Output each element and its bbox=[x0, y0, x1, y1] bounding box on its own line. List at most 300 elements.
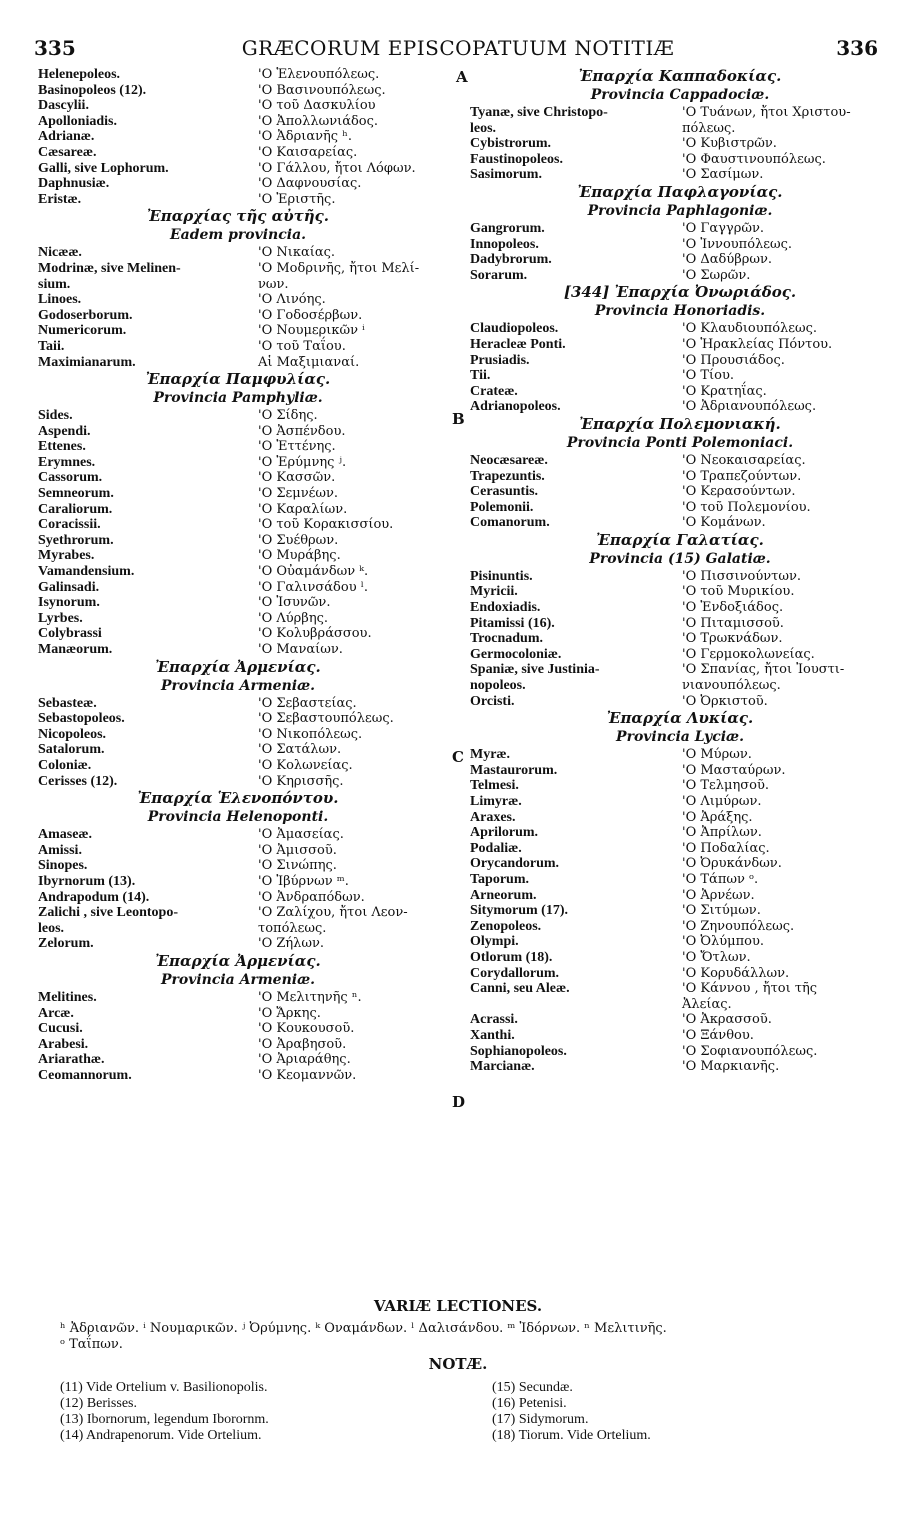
latin-name: Sebasteæ. bbox=[38, 695, 97, 711]
latin-name: Telmesi. bbox=[470, 778, 519, 794]
entry-row bbox=[38, 502, 438, 518]
greek-name: 'Ο Μασταύρων. bbox=[682, 762, 786, 778]
entry-row bbox=[38, 292, 438, 308]
greek-name: 'Ο Ἀμισσοῦ. bbox=[258, 842, 337, 858]
greek-name: 'Ο Σινώπης. bbox=[258, 858, 337, 874]
latin-name: Prusiadis. bbox=[470, 352, 530, 368]
notes-right bbox=[492, 1380, 651, 1444]
greek-name: 'Ο Κάννου , ἤτοι τῆς bbox=[682, 981, 818, 997]
entry-row bbox=[38, 874, 438, 890]
greek-name: 'Ο Μύρων. bbox=[682, 747, 752, 763]
latin-name: Ettenes. bbox=[38, 439, 86, 455]
greek-name: 'Ο Γοδοσέρβων. bbox=[258, 307, 363, 323]
latin-name: Zenopoleos. bbox=[470, 918, 542, 934]
entry-row bbox=[470, 810, 890, 826]
latin-name: leos. bbox=[470, 120, 497, 136]
entry-row bbox=[38, 486, 438, 502]
latin-name: Aspendi. bbox=[38, 423, 91, 439]
greek-name: 'Ο Κεομαννῶν. bbox=[258, 1067, 357, 1083]
latin-name: Canni, seu Aleæ. bbox=[470, 981, 570, 997]
greek-name: 'Ο Τελμησοῦ. bbox=[682, 778, 769, 794]
entry-row bbox=[470, 903, 890, 919]
latin-name: Pitamissi (16). bbox=[470, 615, 555, 631]
greek-name: 'Ο Κομάνων. bbox=[682, 515, 766, 531]
greek-name: 'Ο Γαλινσάδου ˡ. bbox=[258, 579, 369, 595]
greek-name: 'Ο Σατάλων. bbox=[258, 742, 342, 758]
greek-name: 'Ο Νουμερικῶν ⁱ bbox=[258, 323, 365, 339]
greek-name: 'Ο Γαγγρῶν. bbox=[682, 220, 764, 236]
greek-name: 'Ο Σπανίας, ἤτοι Ἰουστι- bbox=[682, 662, 845, 678]
entry-row bbox=[38, 277, 438, 293]
latin-name: Linoes. bbox=[38, 292, 82, 308]
entry-row bbox=[470, 1012, 890, 1028]
entry-row bbox=[38, 161, 438, 177]
greek-name: 'Ο Μοδρινῆς, ἤτοι Μελί- bbox=[258, 260, 420, 276]
entry-row bbox=[470, 584, 890, 600]
latin-name: Cerasuntis. bbox=[470, 484, 539, 500]
latin-name: Helenepoleos. bbox=[38, 67, 121, 82]
entry-row bbox=[470, 121, 890, 137]
latin-province-heading: Provincia Pamphyliæ. bbox=[153, 390, 323, 407]
page-number-left: 335 bbox=[34, 36, 76, 60]
latin-name: Maximianarum. bbox=[38, 354, 136, 370]
variae-line-2: ᵒ Ταΐπων. bbox=[60, 1337, 123, 1352]
greek-name: 'Ο Δαφνουσίας. bbox=[258, 176, 362, 192]
greek-name: 'Ο Καισαρείας. bbox=[258, 144, 358, 160]
entry-row bbox=[38, 727, 438, 743]
greek-name: 'Ο Μαρκιανῆς. bbox=[682, 1059, 780, 1075]
entry-row bbox=[470, 1059, 890, 1075]
entry-row bbox=[470, 1028, 890, 1044]
entry-row bbox=[38, 1068, 438, 1084]
entry-row bbox=[38, 424, 438, 440]
greek-name: 'Ο Νεοκαισαρείας. bbox=[682, 452, 806, 468]
greek-name: 'Ο Νικαίας. bbox=[258, 245, 336, 261]
greek-name: 'Ο Ἀπολλωνιάδος. bbox=[258, 113, 379, 129]
greek-name: νων. bbox=[258, 276, 289, 292]
greek-name: Αἱ Μαξιμιαναί. bbox=[258, 354, 360, 370]
entry-row bbox=[470, 856, 890, 872]
greek-name: 'Ο Σεμνέων. bbox=[258, 486, 339, 502]
latin-name: Galli, sive Lophorum. bbox=[38, 160, 169, 176]
greek-name: 'Ο Πιταμισσοῦ. bbox=[682, 615, 784, 631]
entry-row bbox=[38, 83, 438, 99]
entry-row bbox=[470, 794, 890, 810]
entry-row bbox=[38, 564, 438, 580]
latin-province-heading: Provincia Ponti Polemoniaci. bbox=[566, 434, 794, 451]
latin-name: Godoserborum. bbox=[38, 307, 133, 323]
entry-row bbox=[470, 934, 890, 950]
entry-row bbox=[38, 642, 438, 658]
margin-letter-a: A bbox=[456, 68, 468, 86]
latin-province-heading: Eadem provincia. bbox=[169, 227, 307, 244]
entry-row bbox=[38, 470, 438, 486]
latin-name: Numericorum. bbox=[38, 323, 127, 339]
entry-row bbox=[38, 261, 438, 277]
latin-province-heading: Provincia Cappadociæ. bbox=[590, 87, 770, 103]
greek-name: 'Ο Ἰσυνῶν. bbox=[258, 595, 331, 611]
latin-province-heading: Provincia Armeniæ. bbox=[160, 677, 316, 694]
latin-name: Trapezuntis. bbox=[470, 468, 545, 484]
latin-name: Sorarum. bbox=[470, 267, 528, 283]
greek-name: 'Ο Ἀδριανουπόλεως. bbox=[682, 399, 817, 415]
greek-name: 'Ο Κασσῶν. bbox=[258, 470, 336, 486]
latin-name: Limyræ. bbox=[470, 794, 522, 809]
latin-name: nopoleos. bbox=[470, 678, 526, 694]
latin-name: Ariarathæ. bbox=[38, 1052, 105, 1068]
entry-row bbox=[470, 1044, 890, 1060]
greek-name: 'Ο Οὐαμάνδων ᵏ. bbox=[258, 564, 369, 580]
latin-name: leos. bbox=[38, 920, 65, 936]
entry-row bbox=[38, 355, 438, 371]
latin-name: Caraliorum. bbox=[38, 501, 113, 517]
latin-name: Innopoleos. bbox=[470, 236, 539, 252]
notes-left bbox=[60, 1380, 269, 1444]
entry-row bbox=[470, 763, 890, 779]
entry-row bbox=[38, 98, 438, 114]
latin-name: Otlorum (18). bbox=[470, 949, 553, 965]
latin-province-heading: Provincia Paphlagoniæ. bbox=[587, 202, 773, 219]
entry-row bbox=[38, 858, 438, 874]
greek-name: 'Ο Τυάνων, ἤτοι Χριστου- bbox=[682, 105, 851, 120]
greek-province-heading: Ἐπαρχία Παμφυλίας. bbox=[145, 370, 331, 389]
greek-name: 'Ο Μυράβης. bbox=[258, 548, 341, 564]
latin-name: Arcæ. bbox=[38, 1005, 74, 1021]
entry-row bbox=[470, 966, 890, 982]
latin-name: Cassorum. bbox=[38, 470, 103, 486]
greek-name: 'Ο Δαδύβρων. bbox=[682, 252, 773, 268]
greek-name: 'Ο Βασινουπόλεως. bbox=[258, 82, 386, 98]
greek-name: 'Ο Κολυβράσσου. bbox=[258, 626, 372, 642]
latin-name: Basinopoleos (12). bbox=[38, 82, 147, 98]
greek-name: 'Ο τοῦ Πολεμονίου. bbox=[682, 499, 811, 515]
latin-name: Olympi. bbox=[470, 934, 519, 950]
latin-name: Tyanæ, sive Christopo- bbox=[470, 105, 608, 120]
greek-name: 'Ο Μαναίων. bbox=[258, 642, 343, 657]
entry-row bbox=[470, 237, 890, 253]
latin-name: Apolloniadis. bbox=[38, 113, 117, 129]
greek-name: 'Ο Κηρισσῆς. bbox=[258, 773, 344, 789]
note: (13) Ibornorum, legendum Iborornm. bbox=[60, 1412, 269, 1427]
latin-name: Crateæ. bbox=[470, 383, 518, 399]
latin-name: Orycandorum. bbox=[470, 856, 560, 872]
entry-row bbox=[470, 569, 890, 585]
latin-province-heading: Provincia Honoriadis. bbox=[594, 303, 766, 320]
margin-letter-c: C bbox=[452, 748, 464, 766]
greek-province-heading: Ἐπαρχία Λυκίας. bbox=[606, 709, 754, 728]
entry-row bbox=[38, 339, 438, 355]
entry-row bbox=[470, 825, 890, 841]
latin-name: Spaniæ, sive Justinia- bbox=[470, 662, 600, 678]
greek-province-heading: Ἐπαρχία Ἀρμενίας. bbox=[155, 951, 321, 970]
greek-name: 'Ο Λινόης. bbox=[258, 292, 326, 308]
latin-name: Sasimorum. bbox=[470, 167, 542, 183]
greek-name: 'Ο Ἀμασείας. bbox=[258, 827, 344, 843]
latin-name: Faustinopoleos. bbox=[470, 151, 563, 167]
margin-letter-b: B bbox=[452, 410, 465, 428]
greek-province-heading: Ἐπαρχία Καππαδοκίας. bbox=[578, 67, 782, 85]
greek-name: νιανουπόλεως. bbox=[682, 678, 781, 694]
latin-name: Mastaurorum. bbox=[470, 762, 558, 778]
entry-row bbox=[470, 662, 890, 678]
note: (14) Andrapenorum. Vide Ortelium. bbox=[60, 1428, 262, 1443]
note: (18) Tiorum. Vide Ortelium. bbox=[492, 1428, 651, 1443]
page-number-right: 336 bbox=[836, 36, 878, 60]
greek-name: 'Ο Ἀραβησοῦ. bbox=[258, 1036, 347, 1052]
entry-row bbox=[38, 936, 438, 952]
greek-name: 'Ο Σασίμων. bbox=[682, 167, 764, 183]
entry-row bbox=[470, 268, 890, 284]
entry-row bbox=[470, 919, 890, 935]
right-column bbox=[470, 67, 890, 1075]
latin-name: Adrianopoleos. bbox=[470, 399, 561, 415]
greek-name: 'Ο Μελιτηνῆς ⁿ. bbox=[258, 989, 362, 1005]
entry-row bbox=[470, 500, 890, 516]
greek-name: 'Ο Λιμύρων. bbox=[682, 794, 762, 809]
entry-row bbox=[470, 353, 890, 369]
greek-name: 'Ο Ἀκρασσοῦ. bbox=[682, 1012, 772, 1028]
latin-name: Semneorum. bbox=[38, 486, 114, 502]
latin-name: Xanthi. bbox=[470, 1027, 515, 1043]
greek-name: 'Ο Κλαυδιουπόλεως. bbox=[682, 321, 818, 337]
greek-name: 'Ο Κυβιστρῶν. bbox=[682, 136, 777, 152]
latin-name: Dadybrorum. bbox=[470, 252, 552, 268]
entry-row bbox=[470, 337, 890, 353]
greek-name: 'Ο Ἀσπένδου. bbox=[258, 423, 346, 439]
entry-row bbox=[470, 368, 890, 384]
latin-name: Amaseæ. bbox=[38, 827, 93, 843]
entry-row bbox=[38, 696, 438, 712]
running-title: GRÆCORUM EPISCOPATUUM NOTITIÆ bbox=[241, 36, 675, 60]
entry-row bbox=[38, 308, 438, 324]
latin-name: Neocæsareæ. bbox=[470, 452, 548, 468]
entry-row bbox=[470, 321, 890, 337]
note: (16) Petenisi. bbox=[492, 1396, 567, 1411]
entry-row bbox=[470, 399, 890, 415]
greek-name: 'Ο Συέθρων. bbox=[258, 532, 339, 548]
greek-name: 'Ο Φαυστινουπόλεως. bbox=[682, 151, 826, 167]
greek-name: 'Ο Ἀδριανῆς ʰ. bbox=[258, 129, 352, 145]
latin-name: Aprilorum. bbox=[470, 825, 539, 841]
entry-row bbox=[470, 105, 890, 121]
greek-name: 'Ο Γερμοκολωνείας. bbox=[682, 646, 815, 662]
latin-name bbox=[470, 997, 682, 1013]
greek-name: 'Ο Σεβαστείας. bbox=[258, 695, 357, 711]
entry-row bbox=[470, 950, 890, 966]
greek-name: 'Ο τοῦ Ταΐου. bbox=[258, 338, 346, 354]
greek-name: 'Ο Ἄρκης. bbox=[258, 1005, 321, 1021]
entry-row bbox=[470, 778, 890, 794]
latin-name: Taporum. bbox=[470, 871, 530, 887]
latin-name: Arabesi. bbox=[38, 1036, 89, 1052]
greek-province-heading: Ἐπαρχία Πολεμονιακή. bbox=[579, 414, 781, 433]
latin-name: Comanorum. bbox=[470, 515, 550, 531]
greek-province-heading: Ἐπαρχία Γαλατίας. bbox=[596, 530, 764, 549]
note: (12) Berisses. bbox=[60, 1396, 137, 1411]
greek-name: 'Ο Ἐνδοξιάδος. bbox=[682, 600, 784, 616]
latin-name: Coracissii. bbox=[38, 517, 101, 533]
latin-name: Gangrorum. bbox=[470, 220, 545, 236]
greek-name: 'Ο Γάλλου, ἤτοι Λόφων. bbox=[258, 160, 416, 176]
entry-row bbox=[470, 841, 890, 857]
greek-name: 'Ο Ἑλενουπόλεως. bbox=[258, 67, 380, 82]
greek-name: 'Ο Ζαλίχου, ἤτοι Λεον- bbox=[258, 905, 408, 921]
greek-name: 'Ο Σοφιανουπόλεως. bbox=[682, 1043, 818, 1059]
entry-row bbox=[38, 1037, 438, 1053]
entry-row bbox=[470, 453, 890, 469]
latin-province-heading: Provincia Lyciæ. bbox=[616, 729, 744, 746]
latin-name: Manæorum. bbox=[38, 642, 113, 657]
note: (11) Vide Ortelium v. Basilionopolis. bbox=[60, 1380, 268, 1395]
left-column bbox=[38, 67, 438, 1083]
latin-name: Podaliæ. bbox=[470, 840, 522, 856]
latin-name: Colybrassi bbox=[38, 626, 102, 642]
entry-row bbox=[38, 921, 438, 937]
greek-province-heading: Ἐπαρχία Ἑλενοπόντου. bbox=[137, 789, 339, 808]
latin-name: Myricii. bbox=[470, 584, 518, 600]
greek-name: 'Ο Ἀράξης. bbox=[682, 809, 753, 825]
latin-name: Heracleæ Ponti. bbox=[470, 336, 566, 352]
entry-row bbox=[38, 827, 438, 843]
greek-name: 'Ο Ὀλύμπου. bbox=[682, 934, 765, 950]
entry-row bbox=[38, 843, 438, 859]
entry-row bbox=[38, 774, 438, 790]
latin-name: Marcianæ. bbox=[470, 1059, 535, 1075]
latin-name: Ibyrnorum (13). bbox=[38, 873, 136, 889]
greek-name: 'Ο Τίου. bbox=[682, 368, 734, 384]
entry-row bbox=[470, 631, 890, 647]
latin-province-heading: Provincia Armeniæ. bbox=[160, 971, 316, 988]
latin-name: Myrabes. bbox=[38, 548, 95, 564]
entry-row bbox=[38, 323, 438, 339]
entry-row bbox=[38, 595, 438, 611]
greek-name: 'Ο Τραπεζούντων. bbox=[682, 468, 802, 484]
greek-name: 'Ο Κολωνείας. bbox=[258, 757, 353, 773]
latin-name: Adrianæ. bbox=[38, 129, 95, 145]
greek-province-heading: Ἐπαρχία Ἀρμενίας. bbox=[155, 657, 321, 676]
entry-row bbox=[470, 647, 890, 663]
latin-name: Cerisses (12). bbox=[38, 773, 118, 789]
entry-row bbox=[38, 890, 438, 906]
greek-name: 'Ο Νικοπόλεως. bbox=[258, 726, 363, 742]
entry-row bbox=[470, 872, 890, 888]
latin-name: Taii. bbox=[38, 338, 65, 354]
entry-row bbox=[38, 439, 438, 455]
latin-name: Vamandensium. bbox=[38, 564, 135, 580]
entry-row bbox=[470, 469, 890, 485]
greek-name: 'Ο Τάπων ᵒ. bbox=[682, 871, 759, 887]
latin-name: Polemonii. bbox=[470, 499, 534, 515]
variae-line-1: ʰ Ἀδριανῶν. ⁱ Νουμαρικῶν. ʲ Ὀρύμνης. ᵏ Οναμάνδων. ˡ Δαλισάνδου. ᵐ Ἰδόρνων. ⁿ Μελιτινῆς. bbox=[60, 1321, 667, 1336]
entry-row bbox=[470, 888, 890, 904]
variae-heading: VARIÆ LECTIONES. bbox=[373, 1297, 543, 1315]
greek-name: Ἀλείας. bbox=[682, 996, 732, 1012]
latin-name: Andrapodum (14). bbox=[38, 889, 150, 905]
greek-name: 'Ο Ζήλων. bbox=[258, 936, 325, 952]
latin-name: Sebastopoleos. bbox=[38, 711, 125, 727]
latin-name: Amissi. bbox=[38, 842, 82, 858]
entry-row bbox=[470, 694, 890, 710]
latin-province-heading: Provincia (15) Galatiæ. bbox=[589, 550, 771, 567]
latin-name: Tii. bbox=[470, 368, 491, 384]
greek-name: 'Ο Προυσιάδος. bbox=[682, 352, 785, 368]
entry-row bbox=[38, 990, 438, 1006]
latin-name: Galinsadi. bbox=[38, 579, 100, 595]
entry-row bbox=[38, 533, 438, 549]
greek-name: 'Ο Κορυδάλλων. bbox=[682, 965, 790, 981]
latin-name: Lyrbes. bbox=[38, 610, 83, 626]
latin-name: Sophianopoleos. bbox=[470, 1043, 567, 1059]
latin-name: Corydallorum. bbox=[470, 965, 560, 981]
latin-name: Nicææ. bbox=[38, 245, 82, 261]
greek-name: 'Ο Κουκουσοῦ. bbox=[258, 1021, 355, 1037]
latin-name: Endoxiadis. bbox=[470, 600, 541, 616]
greek-name: 'Ο Ἐρύμνης ʲ. bbox=[258, 454, 347, 470]
entry-row bbox=[38, 1021, 438, 1037]
greek-name: 'Ο Λύρβης. bbox=[258, 610, 329, 626]
greek-name: 'Ο Ξάνθου. bbox=[682, 1027, 754, 1043]
entry-row bbox=[38, 905, 438, 921]
note: (15) Secundæ. bbox=[492, 1380, 573, 1395]
latin-name: Modrinæ, sive Melinen- bbox=[38, 260, 181, 276]
latin-name: Germocoloniæ. bbox=[470, 646, 562, 662]
latin-name: Sides. bbox=[38, 408, 73, 424]
greek-name: πόλεως. bbox=[682, 120, 736, 136]
greek-name: τοπόλεως. bbox=[258, 920, 327, 936]
entry-row bbox=[38, 145, 438, 161]
latin-name: Daphnusiæ. bbox=[38, 176, 110, 192]
latin-name: Claudiopoleos. bbox=[470, 321, 559, 337]
entry-row bbox=[38, 548, 438, 564]
entry-row bbox=[38, 626, 438, 642]
entry-row bbox=[38, 129, 438, 145]
greek-name: 'Ο Κερασούντων. bbox=[682, 484, 796, 500]
entry-row bbox=[470, 981, 890, 997]
latin-name: Eristæ. bbox=[38, 191, 82, 207]
latin-name: Dascylii. bbox=[38, 98, 89, 114]
greek-province-heading: [344] Ἐπαρχία Ὀνωριάδος. bbox=[563, 283, 797, 302]
greek-name: 'Ο τοῦ Κορακισσίου. bbox=[258, 517, 394, 533]
notae-heading: NOTÆ. bbox=[428, 1355, 488, 1373]
entry-row bbox=[470, 678, 890, 694]
latin-name: Cæsareæ. bbox=[38, 144, 97, 160]
entry-row bbox=[470, 600, 890, 616]
greek-name: 'Ο Ζηνουπόλεως. bbox=[682, 918, 795, 934]
greek-name: 'Ο Τρωκνάδων. bbox=[682, 631, 783, 647]
latin-name: Isynorum. bbox=[38, 595, 100, 611]
entry-row bbox=[38, 67, 438, 83]
latin-name: Orcisti. bbox=[470, 693, 515, 709]
entry-row bbox=[38, 758, 438, 774]
latin-name: Coloniæ. bbox=[38, 757, 92, 773]
latin-name: Araxes. bbox=[470, 809, 516, 825]
latin-name: Sinopes. bbox=[38, 858, 88, 874]
greek-name: 'Ο Ὀρυκάνδων. bbox=[682, 856, 782, 872]
entry-row bbox=[38, 611, 438, 627]
latin-name: sium. bbox=[38, 276, 71, 292]
greek-name: 'Ο Ὄτλων. bbox=[682, 949, 751, 965]
latin-name: Pisinuntis. bbox=[470, 568, 533, 584]
entry-row bbox=[38, 455, 438, 471]
greek-name: 'Ο Ὀρκιστοῦ. bbox=[682, 693, 768, 709]
latin-name: Acrassi. bbox=[470, 1012, 518, 1028]
entry-row bbox=[38, 114, 438, 130]
page-header bbox=[0, 36, 916, 66]
note: (17) Sidymorum. bbox=[492, 1412, 589, 1427]
latin-name: Trocnadum. bbox=[470, 631, 543, 647]
entry-row bbox=[38, 517, 438, 533]
entry-row bbox=[470, 167, 890, 183]
